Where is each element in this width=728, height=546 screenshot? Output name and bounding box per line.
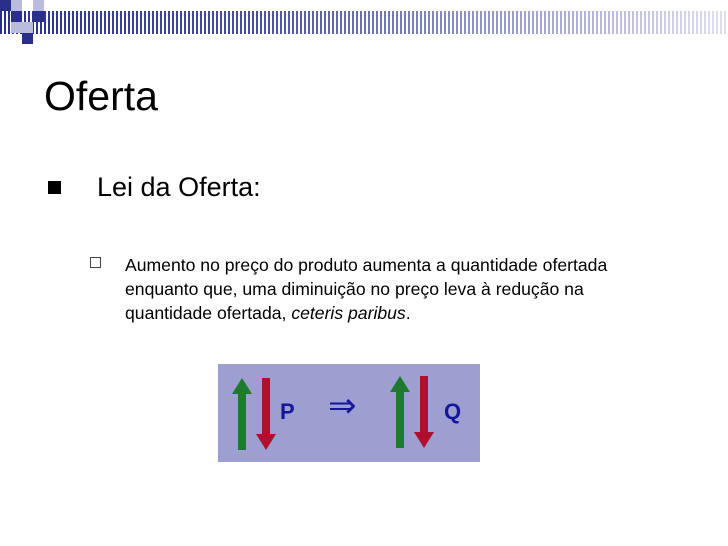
corner-square [11,0,22,11]
corner-square [11,22,22,33]
quantity-label: Q [444,399,462,424]
corner-square [33,0,44,11]
bullet-level2-line: enquanto que, uma diminuição no preço leva à redução na [125,279,584,299]
header-stripe-fade [0,11,728,34]
implies-symbol: ⇒ [328,387,357,425]
corner-square [33,11,44,22]
corner-square [22,33,33,44]
ceteris-paribus-text: ceteris paribus [291,303,406,323]
down-arrow-icon [414,376,434,448]
price-arrows [229,378,279,450]
bullet-level2-line: Aumento no preço do produto aumenta a quantidade ofertada [125,255,608,275]
bullet-level2-text [125,253,695,325]
line3-prefix: quantidade ofertada, [125,303,292,323]
price-label: P [280,399,295,424]
hollow-square-bullet-icon [90,257,101,268]
corner-square [0,0,11,11]
line3-suffix: . [405,303,411,323]
slide-title: Oferta [44,73,158,119]
square-bullet-icon [48,181,61,194]
bullet-level2-line [125,301,695,325]
up-arrow-icon [232,378,252,450]
down-arrow-icon [256,378,276,450]
corner-square [11,11,22,22]
up-arrow-icon [390,376,410,448]
quantity-arrows [387,376,437,448]
corner-square [22,22,33,33]
bullet-level1-text: Lei da Oferta: [97,172,261,202]
